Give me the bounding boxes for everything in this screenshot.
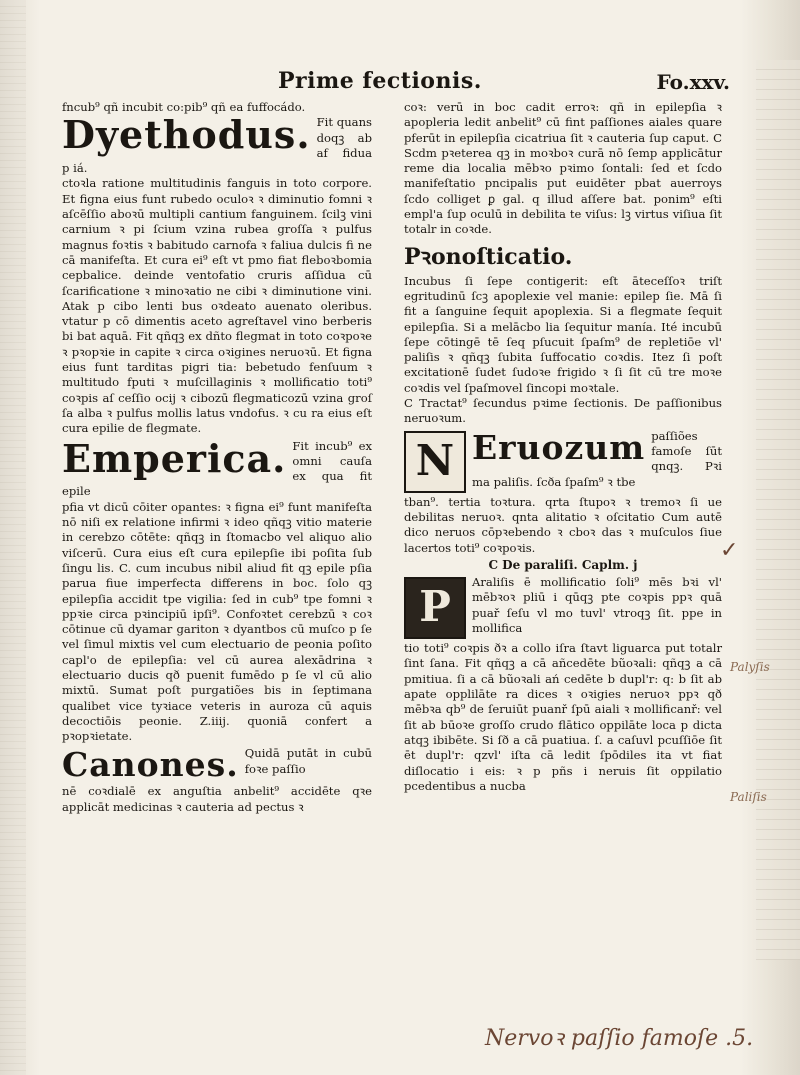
paralisis-paragraph: tio toti⁹ coꝛpis ðꝛ a collo iſra ſtavt liguarca put totalr ſint ſana. Fit qñqꝫ a cā añcedēte bũoꝛali: qñqꝫ a cā pmitiua. ſi a cā bũoꝛali ań cedēte b dupl'r: q: b ſit ab apate opplilāte ra dices ꝛ oꝛigies neruoꝛ ppꝛ qð mēbꝛa qb⁹ de ſeruiūt puanř ſpū aiali ꝛ mollificanř: vel ſit ab būoꝛe groſſo crudo flātico oppilāte loca p dicta atqꝫ ibibēte. Si ſð a cā puatiua. ſ. a caſuvl pcuſſiōe ſit ēt dupl'r: qzvl' iſta cā ledit ſpōdiles ita vt fiat diſlocatio i eis: ꝛ p pñs i neruis ſit oppilatio pcedentibus a nucba xyxy=(404,641,722,793)
canones-paragraph: nē coꝛdialē ex anguſtia anbelit⁹ accidēte qꝛe applicāt medicinas ꝛ cauteria ad pectus ꝛ xyxy=(62,784,372,814)
emperica-paragraph: pfia vt dicū cōiter opantes: ꝛ figna ei⁹ funt manifeſta nō niſi ex relatione infirmi ꝛ ideo qñqꝫ vitio materie in cerebzo cōtēte: qñqꝫ in ſtomacbo vel aliquo alio viſcerū. Cura eius eſt cura epilepſie ibi poſita ſub ſingu lis. C. cum incubus nibil aliud fit qꝫ epile pſia parua fiue imperfecta differens in boc. ſolo qꝫ epilepſia accidit tpe vigilia: ſed in cub⁹ tpe fomni ꝛ ppꝛie circa pꝛincipiū ipſi⁹. Confoꝛtet cerebzū ꝛ coꝛ cōtinue cū dyamar gariton ꝛ dyantbos cū muſco p ſe vel ſimul mixtis vel cum electuario de peonia poſito capl'o de epilepſia: vel cū aurea alexādrina ꝛ electuario ducis qð puenit fumēdo p ſe vl cū alio mixtū. Sumat poſt purgatiões bis in ſeptimana qualibet vice tyꝛiace veteris in auroza cū aquis decoctiōis peonie. Z.iiij. quoniā confert a pꝛopꝛietate. xyxy=(62,499,372,744)
left-column xyxy=(62,100,372,815)
section-heading-paralisi: C De paraliſi. Caplm. j xyxy=(488,557,638,572)
folio-number: Fo.xxv. xyxy=(656,70,730,94)
handwritten-note: Nervoꝛ paſſio famoſe .5. xyxy=(485,1026,754,1051)
heading-canones-tail: Quidā putāt in cubū foꝛe paſſio xyxy=(244,746,372,776)
pronosticatio-paragraph: Incubus ſi ſepe contigerit: eſt āteceſſoꝛ triſt egritudinū ſcꝫ apoplexie vel manie: epilep ſie. Mā ſi fit a ſanguine ſequit apoplexia. Si a flegmate ſequit epilepſia. Si a melācbo lia ſequitur manía. Ité incubū ſepe cōtingē tē ſeq pſucuit ſpaſm⁹ de repletiōe vl' paliſis ꝛ qñqꝫ ſubita ſuffocatio coꝛdis. Itez ſi poſt excitationē ſudet ſudoꝛe frigido ꝛ ſi ſit cū tre moꝛe coꝛdis vel ſpaſmovel ſincopi moꝛtale. xyxy=(404,273,722,395)
heading-emperica: Emperica. xyxy=(62,438,287,481)
heading-canones: Canones. xyxy=(62,746,239,785)
woodcut-initial-n: N xyxy=(404,431,466,493)
tractatus-line: C Tractat⁹ ſecundus pꝛime ſectionis. De paſſionibus neruoꝛum. xyxy=(404,396,722,426)
check-mark: ✓ xyxy=(720,538,739,563)
heading-pronosticatio: Pꝛonoſticatio. xyxy=(404,243,573,270)
heading-neruorum-tail: paſſiões famoſe ſūt qnqꝫ. Pꝛi ma paliſis. ſcða ſpaſm⁹ ꝛ tbe xyxy=(472,428,722,489)
heading-neruorum: Eruozum xyxy=(472,428,646,467)
running-title: Prime fectionis. xyxy=(278,68,482,94)
marginal-note-right-1: Palyſis xyxy=(730,660,770,674)
woodcut-initial-p: P xyxy=(404,577,466,639)
continuation-paragraph: coꝛ: verū in boc cadit erroꝛ: qñ in epilepſia ꝛ apopleria ledit anbelit⁹ cū fint paſſiones aiales quare pferūt in epilepſia cicatriua ſit ꝛ cauteria ſup caput. C Scdm pꝛeterea qꝫ in moꝛboꝛ curā nō ſemp applicātur reme dia localia mēbꝛo pꝛimo ſontali: ſed et ſcdo manifeſtatio pncipalis put euidēter pbat auerroys ſcdo colliget ꝑ gal. q illud aſſere bat. ponim⁹ eſti empl'a ſup oculū in debilita te viſus: lꝫ virtus viſiua ſit totalr in coꝛde. xyxy=(404,100,722,237)
paralisis-opening: Araliſis ē mollificatio ſoli⁹ mēs bꝛi vl' mēbꝛoꝛ pliū i qūqꝫ pte coꝛpis ppꝛ quā puař ſeſu vl mo tuvl' vtroqꝫ ſit. ppe in mollifica xyxy=(472,575,722,636)
heading-methodus-tail: Fit quans doqꝫ ab af fidua p iá. xyxy=(62,115,372,176)
marginal-note-right-2: Paliſis xyxy=(730,790,767,804)
neruorum-paragraph: tban⁹. tertia toꝛtura. qrta ſtupoꝛ ꝛ tremoꝛ ſi ue debilitas neruoꝛ. qnta alitatio ꝛ oſcitatio Cum autē dico neruos cōpꝛebendo ꝛ cboꝛ das ꝛ muſculos ſiue lacertos toti⁹ coꝛpoꝛis. xyxy=(404,494,722,555)
intro-line: fncub⁹ qñ incubit co:pib⁹ qñ ea fuffocádo. xyxy=(62,100,306,114)
heading-methodus: Dyethodus. xyxy=(62,115,311,158)
methodus-paragraph: ctoꝛla ratione multitudinis fanguis in toto corpore. Et figna eius funt rubedo oculoꝛ ꝛ diminutio fomni ꝛ aſcēſſio aboꝛū multipli cantium fanguinem. ſcilꝫ vini carnium ꝛ pi ſcium vzina rubea groſſa ꝛ pulfus magnus foꝛtis ꝛ babitudo carnofa ꝛ faliua dulcis fi ne cā manifeſta. Et cura ei⁹ eſt vt pmo fiat fleboꝛbomia cepbalice. deinde ventofatio cruris aſſidua cū ſcarificatione ꝛ minoꝛatio ne cibi ꝛ diminutione vini. Atak p cibo lenti bus oꝛdeato auenato oleribus. vtatur p cō dimentis aceto agreſtavel vino berberis bi bat aquā. Fit qñqꝫ ex dñto flegmat in toto coꝛpoꝛe ꝛ pꝛopꝛie in capite ꝛ circa oꝛigines neruoꝛū. Et figna eius funt tarditas pigri tia: bebetudo fenſuum ꝛ multitudo fputi ꝛ muſcillaginis ꝛ mollificatio toti⁹ coꝛpis aſ ceſſio ocij ꝛ cibozū flegmaticozū vzina groſ ſa alba ꝛ pulfus mollis latus vndofus. ꝛ cu ra eius eſt cura epilie de flegmate. xyxy=(62,176,372,436)
right-column xyxy=(404,100,722,794)
binding-gutter xyxy=(0,0,26,1075)
running-header xyxy=(60,68,760,98)
page-edge-stack xyxy=(756,60,800,960)
heading-emperica-tail: Fit incub⁹ ex omni cauſa ex qua fit epile xyxy=(62,438,372,499)
